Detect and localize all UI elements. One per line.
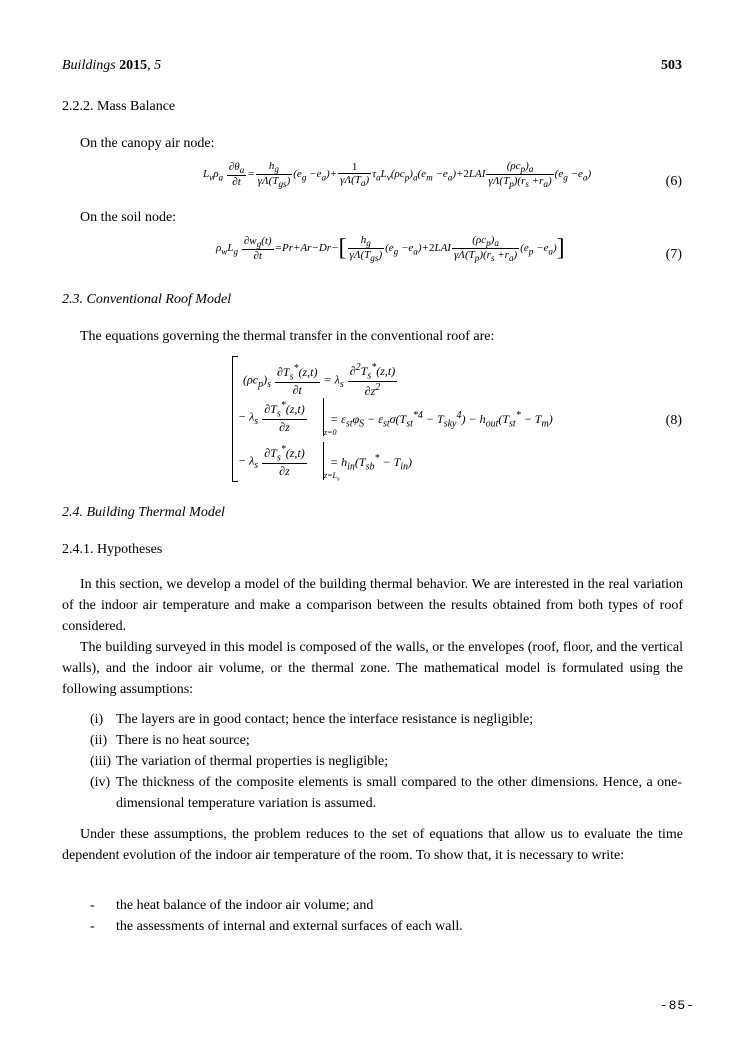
- canopy-intro-text: On the canopy air node:: [80, 136, 215, 151]
- soil-intro-text: On the soil node:: [80, 210, 177, 225]
- assumption-item: [90, 751, 683, 772]
- equation-8-line-3: − $\lambda_s$ $\frac{\partial T_s^*(z,t)}{\partial z}$: [238, 444, 305, 479]
- equation-8-line-2-rhs: = $\varepsilon_{st}\varphi_S - \varepsilon_{st}\sigma(T_{st}^{*4} - T_{sky}^4) - h_{out}(T_{st}^* - T_m)$: [330, 410, 553, 430]
- bullet-item: [90, 895, 683, 916]
- journal-year: 2015: [119, 58, 148, 73]
- bullet-text: the assessments of internal and external surfaces of each wall.: [116, 919, 463, 934]
- page-number-header: 503: [661, 58, 682, 73]
- section-heading-building-model: 2.4. Building Thermal Model: [62, 505, 225, 520]
- bullet-item: [90, 916, 683, 937]
- assumption-item: [90, 709, 683, 730]
- assumption-number: (iii): [90, 754, 111, 769]
- equation-6-label: (6): [665, 174, 682, 189]
- assumption-number: (i): [90, 712, 104, 727]
- assumption-number: (ii): [90, 733, 108, 748]
- bullet-mark: -: [90, 898, 95, 913]
- assumption-text: The variation of thermal properties is negligible;: [116, 754, 389, 769]
- assumption-text: There is no heat source;: [116, 733, 250, 748]
- section-heading-hypotheses: 2.4.1. Hypotheses: [62, 542, 163, 557]
- bullet-mark: -: [90, 919, 95, 934]
- equation-8-eval-zls: $z=L_s$: [324, 471, 340, 483]
- equation-8-eval-z0: z=0: [324, 428, 337, 437]
- paragraph-3: Under these assumptions, the problem reduces to the set of equations that allow us to evaluate the time dependent evolution of the indoor air temperature of the room. To show that, it is necessary to write:: [62, 827, 683, 863]
- journal-header: Buildings 2015, 5: [62, 58, 162, 73]
- paragraph-1: In this section, we develop a model of the building thermal behavior. We are interested in the real variation of the indoor air temperature and make a comparison between the results obtained from both types of roof considered.: [62, 577, 683, 634]
- assumption-number: (iv): [90, 775, 111, 790]
- equation-8-label: (8): [665, 413, 682, 428]
- assumption-text: The thickness of the composite elements is small compared to the other dimensions. Hence, a one-dimensional temperature variation is assumed.: [116, 775, 682, 811]
- section-heading-conventional-roof: 2.3. Conventional Roof Model: [62, 292, 232, 307]
- assumption-item: [90, 772, 683, 814]
- bullet-text: the heat balance of the indoor air volume; and: [116, 898, 374, 913]
- equation-8-line-1: $(\rho c_p)_s$ $\frac{\partial T_s^*(z,t)}{\partial t}$ = $\lambda_s$ $\frac{\partial^2T_s^*(z,t)}{\partial z^2}$: [243, 362, 396, 399]
- equation-7: $\rho_wL_g$ $\frac{\partial w_g(t)}{\partial t}$ =Pr+Ar−Dr−[ $\frac{h_g}{\gamma\Lambda(T_{gs})}$ $(e_g -e_a)+2LAI$ $\frac{(\rho c_p)_a}{\gamma\Lambda(T_p)(r_s +r_a)}$ $(e_p -e_a)$]: [216, 234, 565, 264]
- equation-6: $L_v\rho_a$ $\frac{\partial\theta_a}{\partial t}$ = $\frac{h_g}{\gamma\Lambda(T_{gs})}$ $(e_g -e_a)+$ $\frac{1}{\gamma\Lambda(T_a)}$ $\tau_aL_v(\rho c_p)_a(e_m -e_a)+2LAI$ $\frac{(\rho c_p)_a}{\gamma\Lambda(T_p)(r_s +r_a)}$ $(e_g -e_a)$: [203, 160, 592, 190]
- section-heading-mass-balance: 2.2.2. Mass Balance: [62, 99, 176, 114]
- conventional-intro-text: The equations governing the thermal transfer in the conventional roof are:: [80, 329, 495, 344]
- footer-page-number: -85-: [659, 998, 695, 1013]
- equation-8-line-3-rhs: = $h_{in}(T_{sb}^* - T_{in})$: [330, 453, 413, 473]
- equation-7-label: (7): [665, 247, 682, 262]
- journal-name: Buildings: [62, 58, 116, 73]
- assumption-text: The layers are in good contact; hence the interface resistance is negligible;: [116, 712, 534, 727]
- journal-volume: 5: [154, 58, 162, 73]
- assumption-item: [90, 730, 683, 751]
- equation-8-line-2: − $\lambda_s$ $\frac{\partial T_s^*(z,t)}{\partial z}$: [238, 400, 305, 435]
- paragraph-2: The building surveyed in this model is composed of the walls, or the envelopes (roof, floor, and the vertical walls), and the indoor air volume, or the thermal zone. The mathematical model is formulated using the following assumptions:: [62, 640, 683, 697]
